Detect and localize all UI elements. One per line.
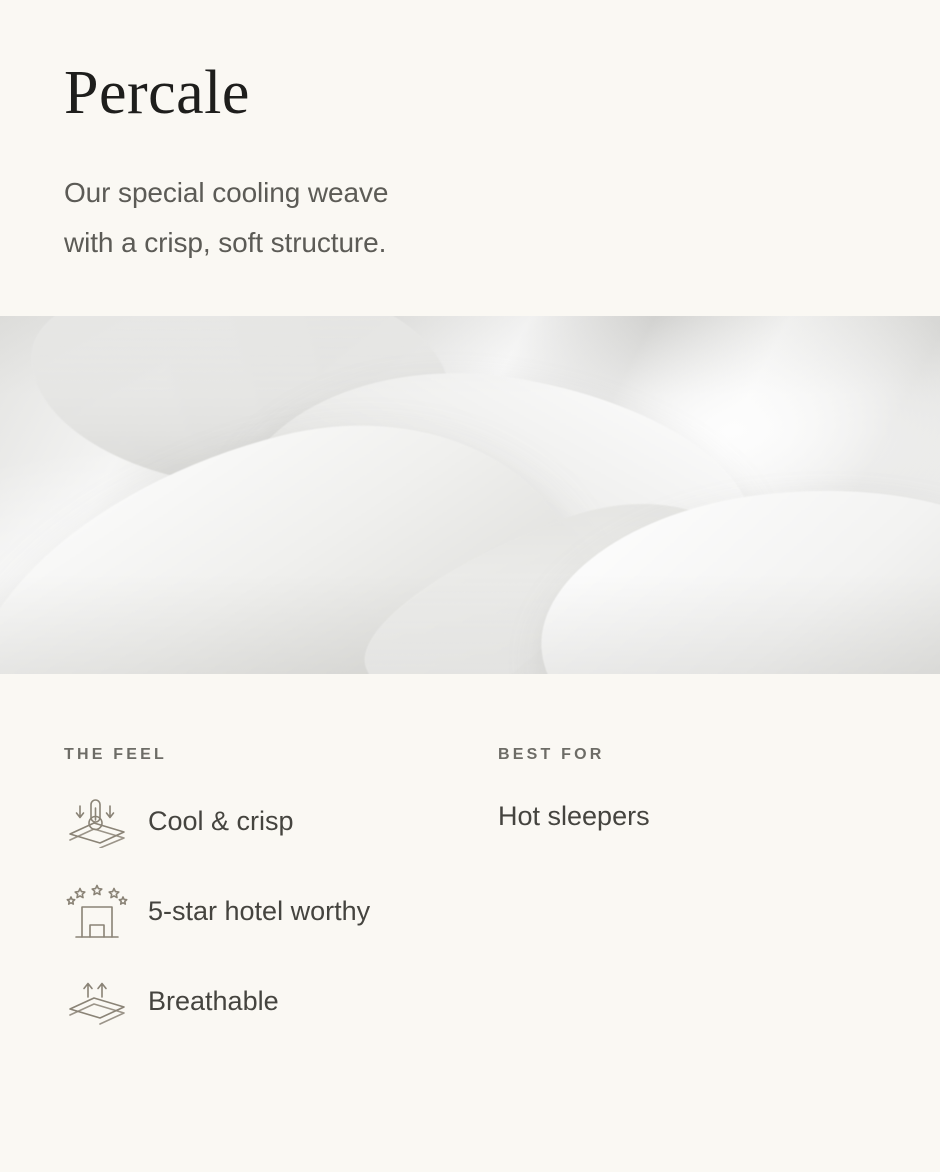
feature-label: 5-star hotel worthy [148,896,371,927]
page-title: Percale [64,59,250,127]
best-for-heading: BEST FOR [498,745,605,763]
feature-row [64,970,498,1034]
hero-fabric-image [0,316,940,674]
five-star-hotel-icon [64,882,130,942]
page-subtitle [64,168,584,268]
best-for-value: Hot sleepers [498,800,650,831]
best-for-column [498,746,876,1172]
fabric-shading [0,316,940,674]
features-section [0,674,940,1172]
feature-label: Cool & crisp [148,806,294,837]
feature-label: Breathable [148,986,279,1017]
breathable-fabric-icon [64,972,130,1032]
feature-row [64,880,498,944]
the-feel-heading: THE FEEL [64,745,167,763]
thermometer-fabric-icon [64,792,130,852]
header [0,0,940,268]
subtitle-line-2: with a crisp, soft structure. [64,226,387,258]
subtitle-line-1: Our special cooling weave [64,177,389,208]
the-feel-column [64,746,498,1172]
feature-row [64,790,498,854]
